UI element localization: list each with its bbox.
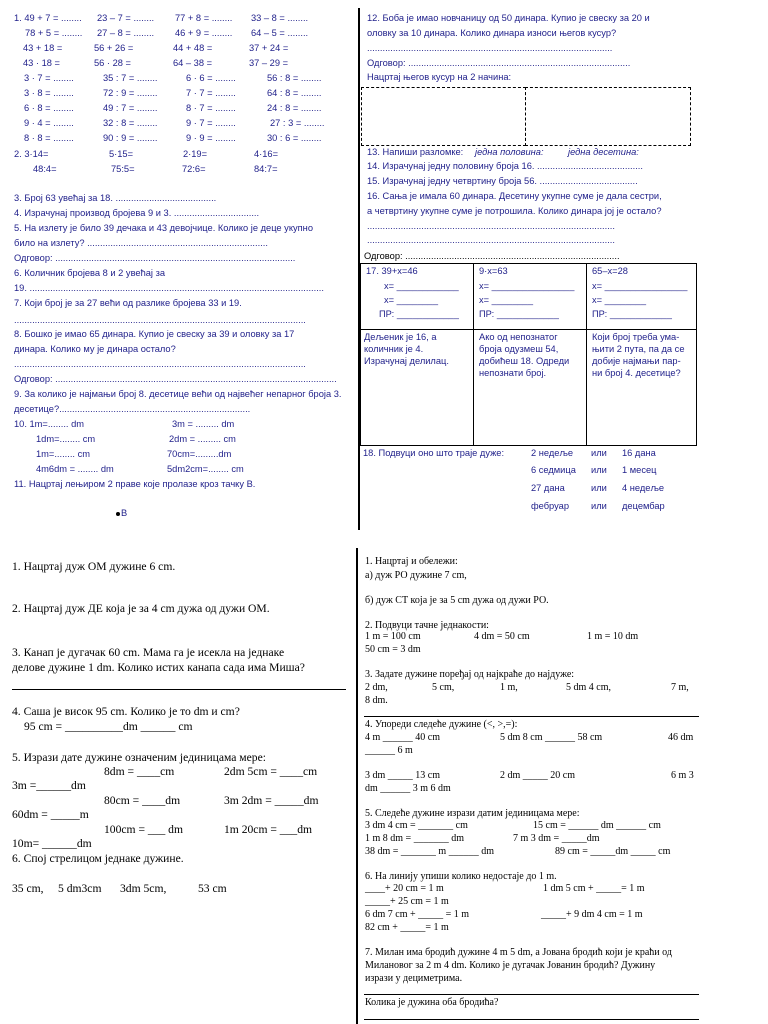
c5-r3-b: 89 cm = _____dm _____ cm [555, 846, 671, 857]
c5-r1-b: 15 cm = ______ dm ______ cm [533, 820, 661, 831]
q12-line: ............................................................................................... [367, 43, 613, 53]
q1-r9-c4: 30 : 6 = ........ [267, 133, 322, 143]
q18-r2-a: 6 седмица [531, 465, 576, 475]
c2-text: 2. Подвуци тачне једнакости: [365, 620, 489, 631]
q8-line: ................................................................................................................. [14, 359, 306, 369]
q16-answer: Одговор: ................................................................................... [364, 251, 620, 261]
q1-r7-c3: 8 · 7 = ........ [186, 103, 236, 113]
c4-r2-a: 3 dm _____ 13 cm [365, 770, 440, 781]
point-b-label: В [121, 508, 128, 518]
q17-cell-6 [586, 329, 697, 446]
c4-r2-c: 6 m 3 [671, 770, 694, 781]
q12-text-b: оловку за 10 динара. Колико динара износи његов кусур? [367, 28, 617, 38]
q18-r4-b: децембар [622, 501, 665, 511]
change-box-2[interactable] [525, 87, 691, 146]
c5-r2-a: 1 m 8 dm = _______ dm [365, 833, 464, 844]
q1-r6-c3: 7 · 7 = ........ [186, 88, 236, 98]
q10-r2: 2dm = ......... cm [169, 434, 236, 444]
q1-r3-c4: 37 + 24 = [249, 43, 289, 53]
q13-half: једна половина: [475, 147, 544, 157]
c1-b: б) дуж СТ која је за 5 cm дужа од дужи РО. [365, 595, 549, 606]
q17-c1-l3: x= ________ [384, 295, 439, 305]
q2-r2-c3: 72:6= [182, 164, 206, 174]
q16-text-a: 16. Сања је имала 60 динара. Десетину укупне суме је дала сестри, [367, 191, 662, 201]
q9-text-a: 9. За колико је најмањи број 8. десетице већи од највећег непарног броја 3. [14, 389, 342, 399]
q1-r9-c2: 90 : 9 = ........ [103, 133, 158, 143]
q1-r7-c2: 49 : 7 = ........ [103, 103, 158, 113]
q1-r4-c2: 56 · 28 = [94, 58, 131, 68]
c5-r1-a: 3 dm 4 cm = _______ cm [365, 820, 468, 831]
q1-r3-c1: 43 + 18 = [23, 43, 63, 53]
q10-l3: 1m=........ cm [36, 449, 90, 459]
q17-c1-l4: ПР: ____________ [379, 309, 459, 319]
q18-r4-or: или [591, 501, 607, 511]
c3-v5: 7 m, [671, 682, 689, 693]
q1-r9-c1: 8 · 8 = ........ [24, 133, 74, 143]
q17-cell-5 [473, 329, 587, 446]
c3-v6: 8 dm. [365, 695, 388, 706]
b1-text: 1. Нацртај дуж ОМ дужине 6 cm. [12, 560, 176, 573]
q5-answer: Одговор: ............................................................................................. [14, 253, 296, 263]
q12-text-a: 12. Боба је имао новчаницу од 50 динара. Купио је свеску за 20 и [367, 13, 650, 23]
b4-eq: 95 cm = __________dm ______ cm [24, 720, 193, 733]
q16-line-1: ................................................................................................ [367, 221, 615, 231]
point-b-dot [116, 512, 120, 516]
q16-text-b: а четвртину укупне суме је потрошила. Колико динара јој је остало? [367, 206, 662, 216]
q1-r4-c1: 43 · 18 = [23, 58, 60, 68]
q1-r7-c1: 6 · 8 = ........ [24, 103, 74, 113]
c7-text-b: Милановог за 2 m 4 dm. Колико је дугачак Јованин бродић? Дужину [365, 960, 656, 971]
c3-text: 3. Задате дужине поређај од најкраће до најдуже: [365, 669, 575, 680]
q1-r1-c2: 23 – 7 = ........ [97, 13, 155, 23]
b3-answer-line[interactable] [12, 689, 346, 690]
q17-d2-l2: броја одузмеш 54, [479, 344, 559, 354]
q1-r5-c2: 35 : 7 = ........ [103, 73, 158, 83]
b5-text: 5. Изрази дате дужине означеним јединицама мере: [12, 751, 266, 764]
c4-r2-b: 2 dm _____ 20 cm [500, 770, 575, 781]
q17-c3-l2: x= ________________ [592, 281, 688, 291]
c5-text: 5. Следеће дужине изрази датим јединицама мере: [365, 808, 580, 819]
c7-text-a: 7. Милан има бродић дужине 4 m 5 dm, а Јована бродић који је краћи од [365, 947, 672, 958]
q7-line: ................................................................................................................. [14, 315, 306, 325]
q2-r2-c2: 75:5= [111, 164, 135, 174]
q1-r5-c4: 56 : 8 = ........ [267, 73, 322, 83]
c3-answer-line[interactable] [364, 716, 699, 717]
c7-answer-line-1[interactable] [364, 994, 699, 995]
c4-r1-a: 4 m ______ 40 cm [365, 732, 440, 743]
q1-r2-c4: 64 – 5 = ........ [251, 28, 309, 38]
b4-text: 4. Саша је висок 95 cm. Колико је то dm и cm? [12, 705, 240, 718]
q17-d1-l1: Дељеник је 16, а [364, 332, 437, 342]
c2-r1-c[interactable]: 1 m = 10 dm [587, 631, 639, 642]
c4-r1-c: 46 dm [668, 732, 694, 743]
q1-r3-c3: 44 + 48 = [173, 43, 213, 53]
q1-r6-c1: 3 · 8 = ........ [24, 88, 74, 98]
change-box-1[interactable] [361, 87, 526, 146]
q1-r6-c2: 72 : 9 = ........ [103, 88, 158, 98]
q6-text-b: 19. .................................................................................................................. [14, 283, 324, 293]
c5-r3-a: 38 dm = _______ m ______ dm [365, 846, 494, 857]
c4-r1-b: 5 dm 8 cm ______ 58 cm [500, 732, 603, 743]
c3-v4: 5 dm 4 cm, [566, 682, 611, 693]
q1-r8-c1: 9 · 4 = ........ [24, 118, 74, 128]
q8-answer: Одговор: ............................................................................................................. [14, 374, 337, 384]
q10-r1: 3m = ......... dm [172, 419, 235, 429]
q1-r4-c4: 37 – 29 = [249, 58, 289, 68]
b5-r3-b: 1m 20cm = ___dm [224, 823, 313, 836]
c7-text-d: Колика је дужина оба бродића? [365, 997, 499, 1008]
q12-answer: Одговор: ...................................................................................... [367, 58, 631, 68]
q17-c2-l2: x= ________________ [479, 281, 575, 291]
q8-text-a: 8. Бошко је имао 65 динара. Купио је свеску за 39 и оловку за 17 [14, 329, 295, 339]
q1-r1-c3: 77 + 8 = ........ [175, 13, 233, 23]
q18-r1-a: 2 недеље [531, 448, 574, 458]
q7-text: 7. Који број је за 27 већи од разлике бројева 33 и 19. [14, 298, 242, 308]
c1-text: 1. Нацртај и обележи: [365, 556, 458, 567]
c4-r2-d: dm ______ 3 m 6 dm [365, 783, 451, 794]
bottom-center-divider [356, 548, 358, 1024]
q17-c2-l1: 9·x=63 [479, 266, 508, 276]
q13-tenth: једна десетина: [568, 147, 639, 157]
q17-cell-4 [360, 329, 474, 446]
q1-r3-c2: 56 + 26 = [94, 43, 134, 53]
q1-r2-c3: 46 + 9 = ........ [175, 28, 233, 38]
c5-r2-b: 7 m 3 dm = _____dm [513, 833, 600, 844]
q1-r2-c1: 78 + 5 = ........ [25, 28, 83, 38]
c6-r1-a: ____+ 20 cm = 1 m [365, 883, 444, 894]
q17-d3-l4: ни број 4. десетице? [592, 368, 681, 378]
q17-c3-l1: 65–x=28 [592, 266, 628, 276]
q18-r2-b: 1 месец [622, 465, 657, 475]
q4-text: 4. Израчунај производ бројева 9 и 3. ................................. [14, 208, 260, 218]
c2-r1-a[interactable]: 1 m = 100 cm [365, 631, 421, 642]
c6-text: 6. На линију упиши колико недостаје до 1 m. [365, 871, 557, 882]
q9-text-b: десетице?.......................................................................... [14, 404, 251, 414]
q1-r2-c2: 27 – 8 = ........ [97, 28, 155, 38]
q2-r1-c1: 2. 3·14= [14, 149, 49, 159]
b5-r3-a: 100cm = ___ dm [104, 823, 183, 836]
q10-l2: 1dm=........ cm [36, 434, 96, 444]
q18-text: 18. Подвуци оно што траје дуже: [363, 448, 505, 458]
b6-val-3[interactable]: 3dm 5cm, [120, 882, 167, 895]
q2-r2-c1: 48:4= [33, 164, 57, 174]
b5-r2-c: 60dm = _____m [12, 808, 89, 821]
b5-r2-b: 3m 2dm = _____dm [224, 794, 319, 807]
q1-r9-c3: 9 · 9 = ........ [186, 133, 236, 143]
q17-d2-l3: добићеш 18. Одреди [479, 356, 570, 366]
b5-r2-a: 80cm = ____dm [104, 794, 181, 807]
q1-r8-c4: 27 : 3 = ........ [270, 118, 325, 128]
q18-r1-or: или [591, 448, 607, 458]
b6-text: 6. Спој стрелицом једнаке дужине. [12, 852, 184, 865]
c2-r2[interactable]: 50 cm = 3 dm [365, 644, 421, 655]
q17-c3-l4: ПР: ____________ [592, 309, 672, 319]
q18-r2-or: или [591, 465, 607, 475]
q18-r3-b: 4 недеље [622, 483, 665, 493]
q18-r1-b: 16 дана [622, 448, 656, 458]
q17-d3-l1: Који број треба ума- [592, 332, 680, 342]
b5-r3-c: 10m= ______dm [12, 837, 92, 850]
q17-cell-1 [360, 263, 474, 330]
q17-cell-3 [586, 263, 697, 330]
q18-r3-or: или [591, 483, 607, 493]
c7-answer-line-2[interactable] [364, 1019, 699, 1020]
q11-text: 11. Нацртај лењиром 2 праве које пролазе кроз тачку В. [14, 479, 256, 489]
b6-val-1[interactable]: 35 cm, [12, 882, 44, 895]
c6-r1-b: 1 dm 5 cm + _____= 1 m [543, 883, 645, 894]
q6-text: 6. Количник бројева 8 и 2 увећај за [14, 268, 166, 278]
c1-a: а) дуж РО дужине 7 cm, [365, 570, 467, 581]
q5-text-b: било на излету? ...................................................................... [14, 238, 268, 248]
c6-r3-a: 6 dm 7 cm + _____ = 1 m [365, 909, 470, 920]
c6-r4: 82 cm + _____= 1 m [365, 922, 449, 933]
c6-r2: _____+ 25 cm = 1 m [365, 896, 449, 907]
q1-r8-c3: 9 · 7 = ........ [186, 118, 236, 128]
b5-r1-a: 8dm = ____cm [104, 765, 175, 778]
q17-d2-l4: непознати број. [479, 368, 547, 378]
q17-d1-l3: Израчунај делилац. [364, 356, 449, 366]
q15-text: 15. Израчунај једну четвртину броја 56. ...................................... [367, 176, 638, 186]
c7-text-c: изрази у дециметрима. [365, 973, 463, 984]
b5-r1-b: 2dm 5cm = ____cm [224, 765, 318, 778]
q2-r2-c4: 84:7= [254, 164, 278, 174]
b5-r1-c: 3m =______dm [12, 779, 86, 792]
q2-r1-c2: 5·15= [109, 149, 134, 159]
q17-d3-l2: њити 2 пута, па да се [592, 344, 685, 354]
c3-v1: 2 dm, [365, 682, 388, 693]
c6-r3-b: _____+ 9 dm 4 cm = 1 m [541, 909, 643, 920]
q17-c1-l1: 17. 39+x=46 [366, 266, 418, 276]
b6-val-2[interactable]: 5 dm3cm [58, 882, 102, 895]
q17-cell-2 [473, 263, 587, 330]
q18-r4-a: фебруар [531, 501, 569, 511]
c4-r1-d: ______ 6 m [365, 745, 413, 756]
q10-r3: 70cm=.........dm [167, 449, 232, 459]
q17-d2-l1: Ако од непознатог [479, 332, 558, 342]
q10-r4: 5dm2cm=........ cm [167, 464, 244, 474]
c4-text: 4. Упореди следеће дужине (<, >,=): [365, 719, 518, 730]
q1-r5-c3: 6 · 6 = ........ [186, 73, 236, 83]
q17-c3-l3: x= ________ [592, 295, 647, 305]
q5-text-a: 5. На излету је било 39 дечака и 43 девојчице. Колико је деце укупно [14, 223, 313, 233]
q1-r7-c4: 24 : 8 = ........ [267, 103, 322, 113]
b2-text: 2. Нацртај дуж ДЕ која је за 4 cm дужа од дужи ОМ. [12, 602, 270, 615]
b6-val-4[interactable]: 53 cm [198, 882, 227, 895]
q1-r5-c1: 3 · 7 = ........ [24, 73, 74, 83]
q3-text: 3. Број 63 увећај за 18. ....................................... [14, 193, 217, 203]
q1-r6-c4: 64 : 8 = ........ [267, 88, 322, 98]
q2-r1-c4: 4·16= [254, 149, 279, 159]
q1-r8-c2: 32 : 8 = ........ [103, 118, 158, 128]
q10-l1: 10. 1m=........ dm [14, 419, 85, 429]
b3-text-b: делове дужине 1 dm. Колико истих канапа сада има Миша? [12, 661, 305, 674]
q12-draw-label: Нацртај његов кусур на 2 начина: [367, 72, 512, 82]
q13-text: 13. Напиши разломке: [367, 147, 464, 157]
q17-c1-l2: x= ____________ [384, 281, 459, 291]
b3-text-a: 3. Канап је дугачак 60 cm. Мама га је исекла на једнаке [12, 646, 285, 659]
q10-l4: 4m6dm = ........ dm [36, 464, 114, 474]
q14-text: 14. Израчунај једну половину броја 16. ......................................... [367, 161, 643, 171]
c2-r1-b[interactable]: 4 dm = 50 cm [474, 631, 530, 642]
q1-r1-c1: 1. 49 + 7 = ........ [14, 13, 82, 23]
q17-d3-l3: добије најмањи пар- [592, 356, 681, 366]
c3-v3: 1 m, [500, 682, 518, 693]
q1-r4-c3: 64 – 38 = [173, 58, 213, 68]
q16-line-2: ................................................................................................ [367, 235, 615, 245]
c3-v2: 5 cm, [432, 682, 455, 693]
q18-r3-a: 27 дана [531, 483, 565, 493]
q17-d1-l2: количник је 4. [364, 344, 424, 354]
q17-c2-l4: ПР: ____________ [479, 309, 559, 319]
q8-text-b: динара. Колико му је динара остало? [14, 344, 176, 354]
q17-c2-l3: x= ________ [479, 295, 534, 305]
q2-r1-c3: 2·19= [183, 149, 208, 159]
q1-r1-c4: 33 – 8 = ........ [251, 13, 309, 23]
